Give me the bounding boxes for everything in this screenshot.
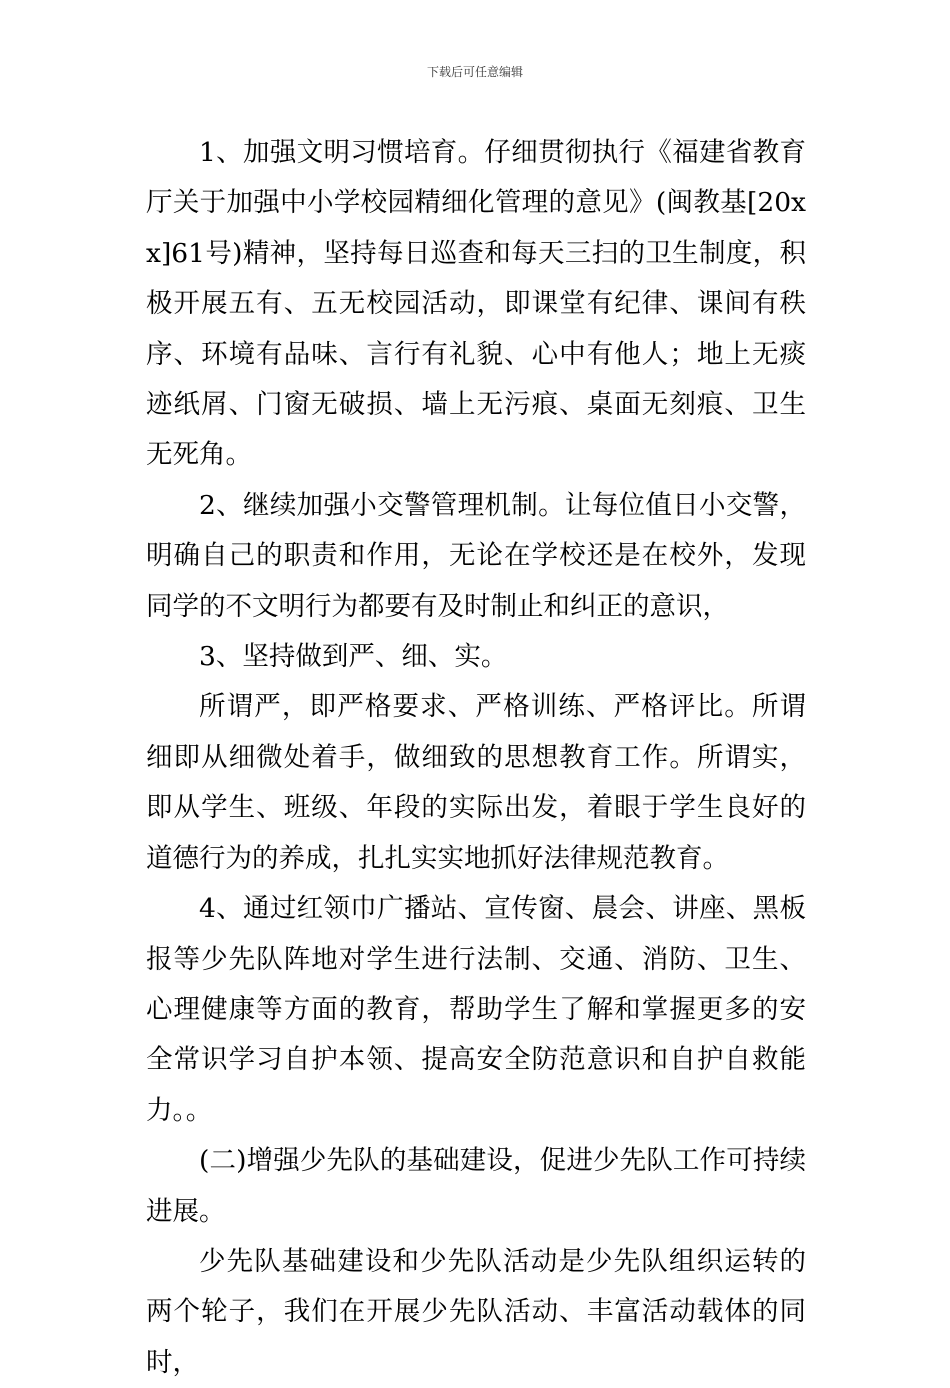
paragraph-education-channels: 4、通过红领巾广播站、宣传窗、晨会、讲座、黑板报等少先队阵地对学生进行法制、交通、消防、卫生、心理健康等方面的教育，帮助学生了解和掌握更多的安全常识学习自护本领、提高安全防范意识和自护自救能力。。 [146,893,806,1126]
paragraph-civilized-habits: 1、加强文明习惯培育。仔细贯彻执行《福建省教育厅关于加强中小学校园精细化管理的意见》(闽教基[20xx]61号)精神，坚持每日巡查和每天三扫的卫生制度，积极开展五有、五无校园活动，即课堂有纪律、课间有秩序、环境有品味、言行有礼貌、心中有他人；地上无痰迹纸屑、门窗无破损、墙上无污痕、桌面无刻痕、卫生无死角。 [146,137,806,471]
paragraph-strict-detailed-practical: 3、坚持做到严、细、实。 [199,641,508,673]
paragraph-explanation: 所谓严，即严格要求、严格训练、严格评比。所谓细即从细微处着手，做细致的思想教育工作。所谓实，即从学生、班级、年段的实际出发，着眼于学生良好的道德行为的养成，扎扎实实地抓好法律规范教育。 [146,691,806,874]
page-header: 下载后可任意编辑 [426,65,523,79]
paragraph-foundation-building: 少先队基础建设和少先队活动是少先队组织运转的两个轮子，我们在开展少先队活动、丰富活动载体的同时， [146,1245,806,1378]
paragraph-traffic-guards: 2、继续加强小交警管理机制。让每位值日小交警，明确自己的职责和作用，无论在学校还是在校外，发现同学的不文明行为都要有及时制止和纠正的意识， [146,489,806,622]
paragraph-section-two-heading: (二)增强少先队的基础建设，促进少先队工作可持续进展。 [146,1145,806,1227]
document-body [146,128,806,1388]
